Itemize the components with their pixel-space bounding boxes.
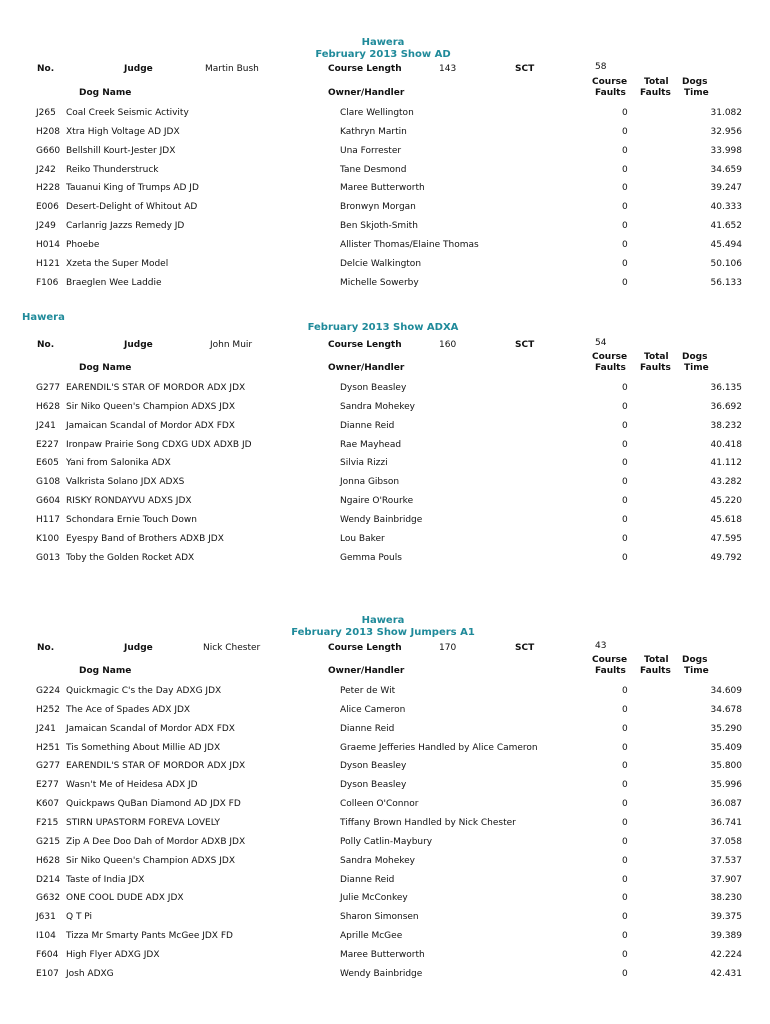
dogs-time: 45.494 bbox=[710, 239, 742, 250]
header-dogs-time: Dogs bbox=[682, 77, 708, 87]
owner-handler: Tane Desmond bbox=[340, 164, 407, 175]
show-title: February 2013 Show AD bbox=[315, 49, 451, 60]
sct-value: 54 bbox=[595, 338, 607, 348]
dog-name: High Flyer ADXG JDX bbox=[66, 949, 160, 960]
dogs-time: 41.652 bbox=[710, 221, 742, 232]
entry-number: J249 bbox=[36, 221, 56, 232]
dogs-time: 35.800 bbox=[710, 761, 742, 772]
course-faults: 0 bbox=[622, 164, 628, 175]
dogs-time: 42.224 bbox=[710, 949, 742, 960]
course-length-value: 170 bbox=[439, 643, 457, 653]
header-course-faults-2: Faults bbox=[595, 363, 626, 373]
owner-handler: Colleen O'Connor bbox=[340, 799, 419, 810]
dog-name: Tis Something About Millie AD JDX bbox=[66, 742, 221, 753]
judge-name: Martin Bush bbox=[205, 64, 259, 74]
course-faults: 0 bbox=[622, 202, 628, 213]
course-faults: 0 bbox=[622, 949, 628, 960]
dogs-time: 35.996 bbox=[710, 780, 742, 791]
owner-handler: Gemma Pouls bbox=[340, 552, 402, 563]
entry-number: G013 bbox=[36, 552, 61, 563]
dog-name: Quickmagic C's the Day ADXG JDX bbox=[66, 686, 222, 696]
dogs-time: 38.232 bbox=[710, 420, 742, 431]
dogs-time: 40.333 bbox=[710, 202, 742, 213]
owner-handler: Graeme Jefferies Handled by Alice Cameron bbox=[340, 742, 538, 753]
course-faults: 0 bbox=[622, 533, 628, 544]
sct-value: 58 bbox=[595, 62, 607, 72]
owner-handler: Sharon Simonsen bbox=[340, 912, 419, 923]
header-judge: Judge bbox=[124, 643, 153, 653]
header-course-faults: Course bbox=[592, 77, 628, 87]
course-faults: 0 bbox=[622, 496, 628, 507]
course-faults: 0 bbox=[622, 514, 628, 525]
owner-handler: Clare Wellington bbox=[340, 108, 414, 118]
dogs-time: 43.282 bbox=[710, 477, 742, 488]
dog-name: ONE COOL DUDE ADX JDX bbox=[66, 893, 184, 904]
header-owner: Owner/Handler bbox=[328, 363, 405, 373]
entry-number: G277 bbox=[36, 383, 61, 393]
course-faults: 0 bbox=[622, 874, 628, 885]
dog-name: Q T Pi bbox=[66, 912, 93, 923]
dog-name: Wasn't Me of Heidesa ADX JD bbox=[66, 780, 198, 791]
judge-name: Nick Chester bbox=[203, 643, 261, 653]
header-dogs-time-2: Time bbox=[684, 363, 709, 373]
dogs-time: 34.678 bbox=[710, 704, 742, 715]
dogs-time: 37.537 bbox=[710, 855, 742, 866]
dog-name: Xtra High Voltage AD JDX bbox=[66, 126, 180, 137]
course-faults: 0 bbox=[622, 893, 628, 904]
entry-number: H208 bbox=[36, 126, 60, 137]
dog-name: Ironpaw Prairie Song CDXG UDX ADXB JD bbox=[66, 439, 252, 450]
course-faults: 0 bbox=[622, 723, 628, 734]
owner-handler: Sandra Mohekey bbox=[340, 401, 415, 412]
dogs-time: 56.133 bbox=[710, 277, 742, 288]
entry-number: J241 bbox=[36, 420, 56, 431]
entry-number: H121 bbox=[36, 258, 60, 269]
dogs-time: 36.692 bbox=[710, 401, 742, 412]
entry-number: H117 bbox=[36, 514, 60, 525]
course-faults: 0 bbox=[622, 145, 628, 156]
header-no: No. bbox=[37, 643, 55, 653]
owner-handler: Michelle Sowerby bbox=[340, 277, 419, 288]
entry-number: G632 bbox=[36, 893, 61, 904]
dogs-time: 35.290 bbox=[710, 723, 742, 734]
header-dog-name: Dog Name bbox=[79, 363, 132, 373]
header-total-faults: Total bbox=[644, 352, 669, 362]
dogs-time: 36.741 bbox=[710, 817, 742, 828]
course-faults: 0 bbox=[622, 704, 628, 715]
course-faults: 0 bbox=[622, 126, 628, 137]
dogs-time: 34.609 bbox=[710, 686, 742, 696]
header-sct: SCT bbox=[515, 643, 535, 653]
owner-handler: Dyson Beasley bbox=[340, 780, 407, 791]
header-total-faults: Total bbox=[644, 655, 669, 665]
owner-handler: Maree Butterworth bbox=[340, 183, 425, 194]
owner-handler: Una Forrester bbox=[340, 145, 402, 156]
entry-number: F106 bbox=[36, 277, 59, 288]
dogs-time: 50.106 bbox=[710, 258, 742, 269]
entry-number: H251 bbox=[36, 742, 60, 753]
owner-handler: Allister Thomas/Elaine Thomas bbox=[340, 239, 479, 250]
dog-name: Xzeta the Super Model bbox=[66, 258, 169, 269]
dogs-time: 36.087 bbox=[710, 799, 742, 810]
owner-handler: Julie McConkey bbox=[340, 893, 408, 904]
owner-handler: Peter de Wit bbox=[340, 686, 396, 696]
dogs-time: 38.230 bbox=[710, 893, 742, 904]
header-dog-name: Dog Name bbox=[79, 666, 132, 676]
entry-number: E006 bbox=[36, 202, 59, 213]
dog-name: Desert-Delight of Whitout AD bbox=[66, 202, 198, 213]
dog-name: Sir Niko Queen's Champion ADXS JDX bbox=[66, 401, 235, 412]
owner-handler: Lou Baker bbox=[340, 533, 385, 544]
entry-number: J631 bbox=[36, 912, 56, 923]
owner-handler: Ngaire O'Rourke bbox=[340, 496, 414, 507]
entry-number: K607 bbox=[36, 799, 60, 810]
header-dogs-time: Dogs bbox=[682, 352, 708, 362]
entry-number: I104 bbox=[36, 931, 56, 942]
header-total-faults-2: Faults bbox=[640, 88, 671, 98]
entry-number: G224 bbox=[36, 686, 61, 696]
dog-name: Quickpaws QuBan Diamond AD JDX FD bbox=[66, 799, 241, 810]
header-course-length: Course Length bbox=[328, 340, 402, 350]
course-faults: 0 bbox=[622, 258, 628, 269]
dog-name: Coal Creek Seismic Activity bbox=[66, 108, 189, 118]
entry-number: D214 bbox=[36, 874, 61, 885]
dog-name: STIRN UPASTORM FOREVA LOVELY bbox=[66, 817, 221, 828]
dogs-time: 42.431 bbox=[710, 968, 742, 979]
entry-number: G108 bbox=[36, 477, 61, 488]
entry-number: F215 bbox=[36, 817, 59, 828]
dogs-time: 39.375 bbox=[710, 912, 742, 923]
course-faults: 0 bbox=[622, 817, 628, 828]
dogs-time: 34.659 bbox=[710, 164, 742, 175]
entry-number: K100 bbox=[36, 533, 60, 544]
course-faults: 0 bbox=[622, 836, 628, 847]
entry-number: H252 bbox=[36, 704, 60, 715]
header-no: No. bbox=[37, 64, 55, 74]
header-owner: Owner/Handler bbox=[328, 88, 405, 98]
owner-handler: Wendy Bainbridge bbox=[340, 514, 423, 525]
entry-number: G660 bbox=[36, 145, 61, 156]
dog-name: The Ace of Spades ADX JDX bbox=[66, 704, 191, 715]
dogs-time: 45.220 bbox=[710, 496, 742, 507]
entry-number: H628 bbox=[36, 401, 60, 412]
entry-number: J242 bbox=[36, 164, 56, 175]
entry-number: J241 bbox=[36, 723, 56, 734]
venue-title: Hawera bbox=[22, 312, 65, 323]
dogs-time: 36.135 bbox=[710, 383, 742, 393]
dogs-time: 35.409 bbox=[710, 742, 742, 753]
course-faults: 0 bbox=[622, 277, 628, 288]
owner-handler: Dyson Beasley bbox=[340, 383, 407, 393]
owner-handler: Dyson Beasley bbox=[340, 761, 407, 772]
dogs-time: 39.389 bbox=[710, 931, 742, 942]
dog-name: Bellshill Kourt-Jester JDX bbox=[66, 145, 176, 156]
venue-title: Hawera bbox=[361, 615, 405, 626]
dog-name: Toby the Golden Rocket ADX bbox=[66, 552, 195, 563]
dog-name: Tizza Mr Smarty Pants McGee JDX FD bbox=[66, 931, 233, 942]
dog-name: EARENDIL'S STAR OF MORDOR ADX JDX bbox=[66, 761, 246, 772]
course-faults: 0 bbox=[622, 401, 628, 412]
header-no: No. bbox=[37, 340, 55, 350]
judge-name: John Muir bbox=[210, 340, 253, 350]
course-faults: 0 bbox=[622, 221, 628, 232]
header-judge: Judge bbox=[124, 64, 153, 74]
header-course-faults: Course bbox=[592, 352, 628, 362]
header-total-faults-2: Faults bbox=[640, 363, 671, 373]
course-faults: 0 bbox=[622, 742, 628, 753]
course-faults: 0 bbox=[622, 799, 628, 810]
dog-name: Yani from Salonika ADX bbox=[66, 458, 171, 469]
dogs-time: 32.956 bbox=[710, 126, 742, 137]
entry-number: E107 bbox=[36, 968, 59, 979]
show-title: February 2013 Show Jumpers A1 bbox=[291, 627, 475, 638]
dog-name: Schondara Ernie Touch Down bbox=[66, 514, 197, 525]
dogs-time: 37.058 bbox=[710, 836, 742, 847]
entry-number: E227 bbox=[36, 439, 59, 450]
owner-handler: Dianne Reid bbox=[340, 420, 395, 431]
course-length-value: 143 bbox=[439, 64, 457, 74]
owner-handler: Maree Butterworth bbox=[340, 949, 425, 960]
owner-handler: Silvia Rizzi bbox=[340, 458, 388, 469]
course-faults: 0 bbox=[622, 458, 628, 469]
dogs-time: 47.595 bbox=[710, 533, 742, 544]
header-dogs-time: Dogs bbox=[682, 655, 708, 665]
dog-name: Valkrista Solano JDX ADXS bbox=[66, 477, 185, 488]
header-owner: Owner/Handler bbox=[328, 666, 405, 676]
owner-handler: Kathryn Martin bbox=[340, 126, 407, 137]
dog-name: Braeglen Wee Laddie bbox=[66, 277, 162, 288]
owner-handler: Tiffany Brown Handled by Nick Chester bbox=[340, 817, 516, 828]
header-dogs-time-2: Time bbox=[684, 88, 709, 98]
header-course-length: Course Length bbox=[328, 64, 402, 74]
header-sct: SCT bbox=[515, 340, 535, 350]
dogs-time: 49.792 bbox=[710, 552, 742, 563]
entry-number: E277 bbox=[36, 780, 59, 791]
venue-title: Hawera bbox=[361, 37, 405, 48]
header-course-faults: Course bbox=[592, 655, 628, 665]
course-faults: 0 bbox=[622, 761, 628, 772]
course-faults: 0 bbox=[622, 477, 628, 488]
dogs-time: 33.998 bbox=[710, 145, 742, 156]
dogs-time: 45.618 bbox=[710, 514, 742, 525]
course-faults: 0 bbox=[622, 552, 628, 563]
header-sct: SCT bbox=[515, 64, 535, 74]
entry-number: G604 bbox=[36, 496, 61, 507]
header-dog-name: Dog Name bbox=[79, 88, 132, 98]
owner-handler: Rae Mayhead bbox=[340, 439, 402, 450]
course-faults: 0 bbox=[622, 183, 628, 194]
header-dogs-time-2: Time bbox=[684, 666, 709, 676]
dogs-time: 39.247 bbox=[710, 183, 742, 194]
course-faults: 0 bbox=[622, 239, 628, 250]
dogs-time: 37.907 bbox=[710, 874, 742, 885]
show-title: February 2013 Show ADXA bbox=[307, 322, 459, 333]
entry-number: H628 bbox=[36, 855, 60, 866]
course-faults: 0 bbox=[622, 439, 628, 450]
course-faults: 0 bbox=[622, 383, 628, 393]
dog-name: EARENDIL'S STAR OF MORDOR ADX JDX bbox=[66, 383, 246, 393]
entry-number: E605 bbox=[36, 458, 59, 469]
owner-handler: Aprille McGee bbox=[340, 931, 403, 942]
header-judge: Judge bbox=[124, 340, 153, 350]
entry-number: H014 bbox=[36, 239, 60, 250]
owner-handler: Polly Catlin-Maybury bbox=[340, 836, 433, 847]
dog-name: Zip A Dee Doo Dah of Mordor ADXB JDX bbox=[66, 836, 246, 847]
course-faults: 0 bbox=[622, 855, 628, 866]
dog-name: Tauanui King of Trumps AD JD bbox=[66, 183, 199, 194]
course-faults: 0 bbox=[622, 686, 628, 696]
owner-handler: Jonna Gibson bbox=[340, 477, 400, 488]
course-faults: 0 bbox=[622, 108, 628, 118]
entry-number: G277 bbox=[36, 761, 61, 772]
entry-number: H228 bbox=[36, 183, 60, 194]
dog-name: Sir Niko Queen's Champion ADXS JDX bbox=[66, 855, 235, 866]
owner-handler: Delcie Walkington bbox=[340, 258, 422, 269]
owner-handler: Dianne Reid bbox=[340, 723, 395, 734]
course-faults: 0 bbox=[622, 912, 628, 923]
owner-handler: Wendy Bainbridge bbox=[340, 968, 423, 979]
entry-number: J265 bbox=[36, 108, 56, 118]
header-course-faults-2: Faults bbox=[595, 666, 626, 676]
dog-name: Reiko Thunderstruck bbox=[66, 164, 159, 175]
course-faults: 0 bbox=[622, 780, 628, 791]
entry-number: G215 bbox=[36, 836, 61, 847]
owner-handler: Alice Cameron bbox=[340, 704, 406, 715]
owner-handler: Dianne Reid bbox=[340, 874, 395, 885]
dog-name: RISKY RONDAYVU ADXS JDX bbox=[66, 496, 192, 507]
sct-value: 43 bbox=[595, 641, 607, 651]
header-course-length: Course Length bbox=[328, 643, 402, 653]
dog-name: Jamaican Scandal of Mordor ADX FDX bbox=[66, 420, 235, 431]
dog-name: Jamaican Scandal of Mordor ADX FDX bbox=[66, 723, 235, 734]
header-total-faults: Total bbox=[644, 77, 669, 87]
header-total-faults-2: Faults bbox=[640, 666, 671, 676]
course-faults: 0 bbox=[622, 968, 628, 979]
owner-handler: Ben Skjoth-Smith bbox=[340, 221, 418, 232]
dog-name: Carlanrig Jazzs Remedy JD bbox=[66, 221, 185, 232]
owner-handler: Bronwyn Morgan bbox=[340, 202, 416, 213]
entry-number: F604 bbox=[36, 949, 59, 960]
course-faults: 0 bbox=[622, 420, 628, 431]
dog-name: Taste of India JDX bbox=[66, 874, 145, 885]
dogs-time: 31.082 bbox=[710, 108, 742, 118]
dog-name: Eyespy Band of Brothers ADXB JDX bbox=[66, 533, 224, 544]
dogs-time: 41.112 bbox=[710, 458, 742, 469]
dogs-time: 40.418 bbox=[710, 439, 742, 450]
dog-name: Phoebe bbox=[66, 239, 100, 250]
course-faults: 0 bbox=[622, 931, 628, 942]
dog-name: Josh ADXG bbox=[66, 968, 114, 979]
header-course-faults-2: Faults bbox=[595, 88, 626, 98]
owner-handler: Sandra Mohekey bbox=[340, 855, 415, 866]
course-length-value: 160 bbox=[439, 340, 457, 350]
